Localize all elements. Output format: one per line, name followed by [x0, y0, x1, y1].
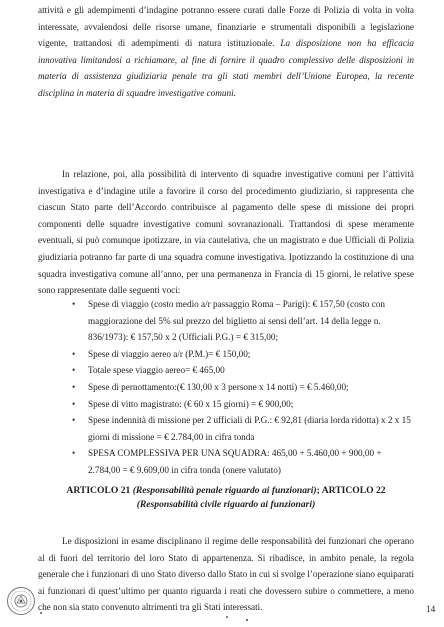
- list-item: • Spese di viaggio (costo medio a/r passaggio Roma – Parigi): € 157,50 (costo con maggiorazione del 5% sul prezzo del biglietto ai sensi dell’art. 14 della legge n. 836/1973): € 157,50 x 2 (Ufficiali P.G.) = € 315,00;: [72, 296, 414, 346]
- article-heading-part: ARTICOLO 21: [66, 485, 133, 496]
- article-heading-part: (Responsabilità penale riguardo ai funzionari): [132, 485, 317, 496]
- list-item: • Totale spese viaggio aereo= € 465,00: [72, 362, 414, 379]
- list-item: • SPESA COMPLESSIVA PER UNA SQUADRA: 465,00 + 5.460,00 + 900,00 + 2.784,00 = € 9.609,00 in cifra tonda (onere valutato): [72, 445, 414, 478]
- article-heading-part: (Responsabilità civile riguardo ai funzionari): [136, 499, 316, 510]
- expense-list: [72, 296, 414, 479]
- article-heading-part: ; ARTICOLO 22: [316, 485, 386, 496]
- scan-speck: [226, 616, 228, 618]
- paragraph-1-italic-text: La disposizione non ha efficacia innovativa limitandosi a richiamare, al fine di fornire il quadro complessivo delle disposizioni in materia di assistenza giudiziaria penale tra gli stati membri dell’Unione Europea, la recente disciplina in materia di squadre investigative comuni.: [38, 38, 414, 98]
- paragraph-2: In relazione, poi, alla possibilità di intervento di squadre investigative comuni per l’attività investigativa e d’indagine utile a favorire il corso del procedimento giudiziario, si rappresenta che ciascun Stato parte dell’Accordo contribuisce al pagamento delle spese di missione dei propri componenti delle squadre investigative comuni sovranazionali. Trattandosi di spese meramente eventuali, si può comunque ipotizzare, in via cautelativa, che un magistrato e due Ufficiali di Polizia giudiziaria potranno far parte di una squadra comune investigativa. Ipotizzando la costituzione di una squadra investigativa comune all’anno, per una permanenza in Francia di 15 giorni, le relative spese sono rappresentate dalle seguenti voci:: [38, 169, 414, 296]
- list-item: • Spese di pernottamento:(€ 130,00 x 3 persone x 14 notti) = € 5.460,00;: [72, 379, 414, 396]
- scan-speck: [246, 619, 248, 621]
- paragraph-1: [38, 2, 414, 102]
- paragraph-3: Le disposizioni in esame disciplinano il regime delle responsabilità dei funzionari che operano al di fuori del territorio del loro Stato di appartenenza. Si ribadisce, in ambito penale, la regola generale che i funzionari di uno Stato diverso dallo Stato in cui si svolge l’operazione siano equiparati ai funzionari di quest’ultimo per quanto riguarda i reati che dovessero subire o commettere, a meno che non sia stato convenuto altrimenti tra gli Stati interessati.: [38, 536, 414, 613]
- list-item: • Spese di vitto magistrato: (€ 60 x 15 giorni) = € 900,00;: [72, 396, 414, 413]
- scan-speck: [40, 612, 42, 614]
- page-number: 14: [426, 604, 436, 614]
- official-seal-icon: [6, 586, 36, 616]
- paragraph-1-text: attività e gli adempimenti d’indagine potranno essere curati dalle Forze di Polizia di volta in volta interessate, avvalendosi delle risorse umane, finanziarie e strumentali disponibili a legislazione vigente, trattandosi di adempimenti di natura istituzionale.: [38, 5, 414, 49]
- article-heading: [38, 484, 414, 512]
- list-item: • Spese indennità di missione per 2 ufficiali di P.G.: € 92,81 (diaria lorda ridotta) x 2 x 15 giorni di missione = € 2.784,00 in cifra tonda: [72, 412, 414, 445]
- list-item: • Spese di viaggio aereo a/r (P.M.)= € 150,00;: [72, 346, 414, 363]
